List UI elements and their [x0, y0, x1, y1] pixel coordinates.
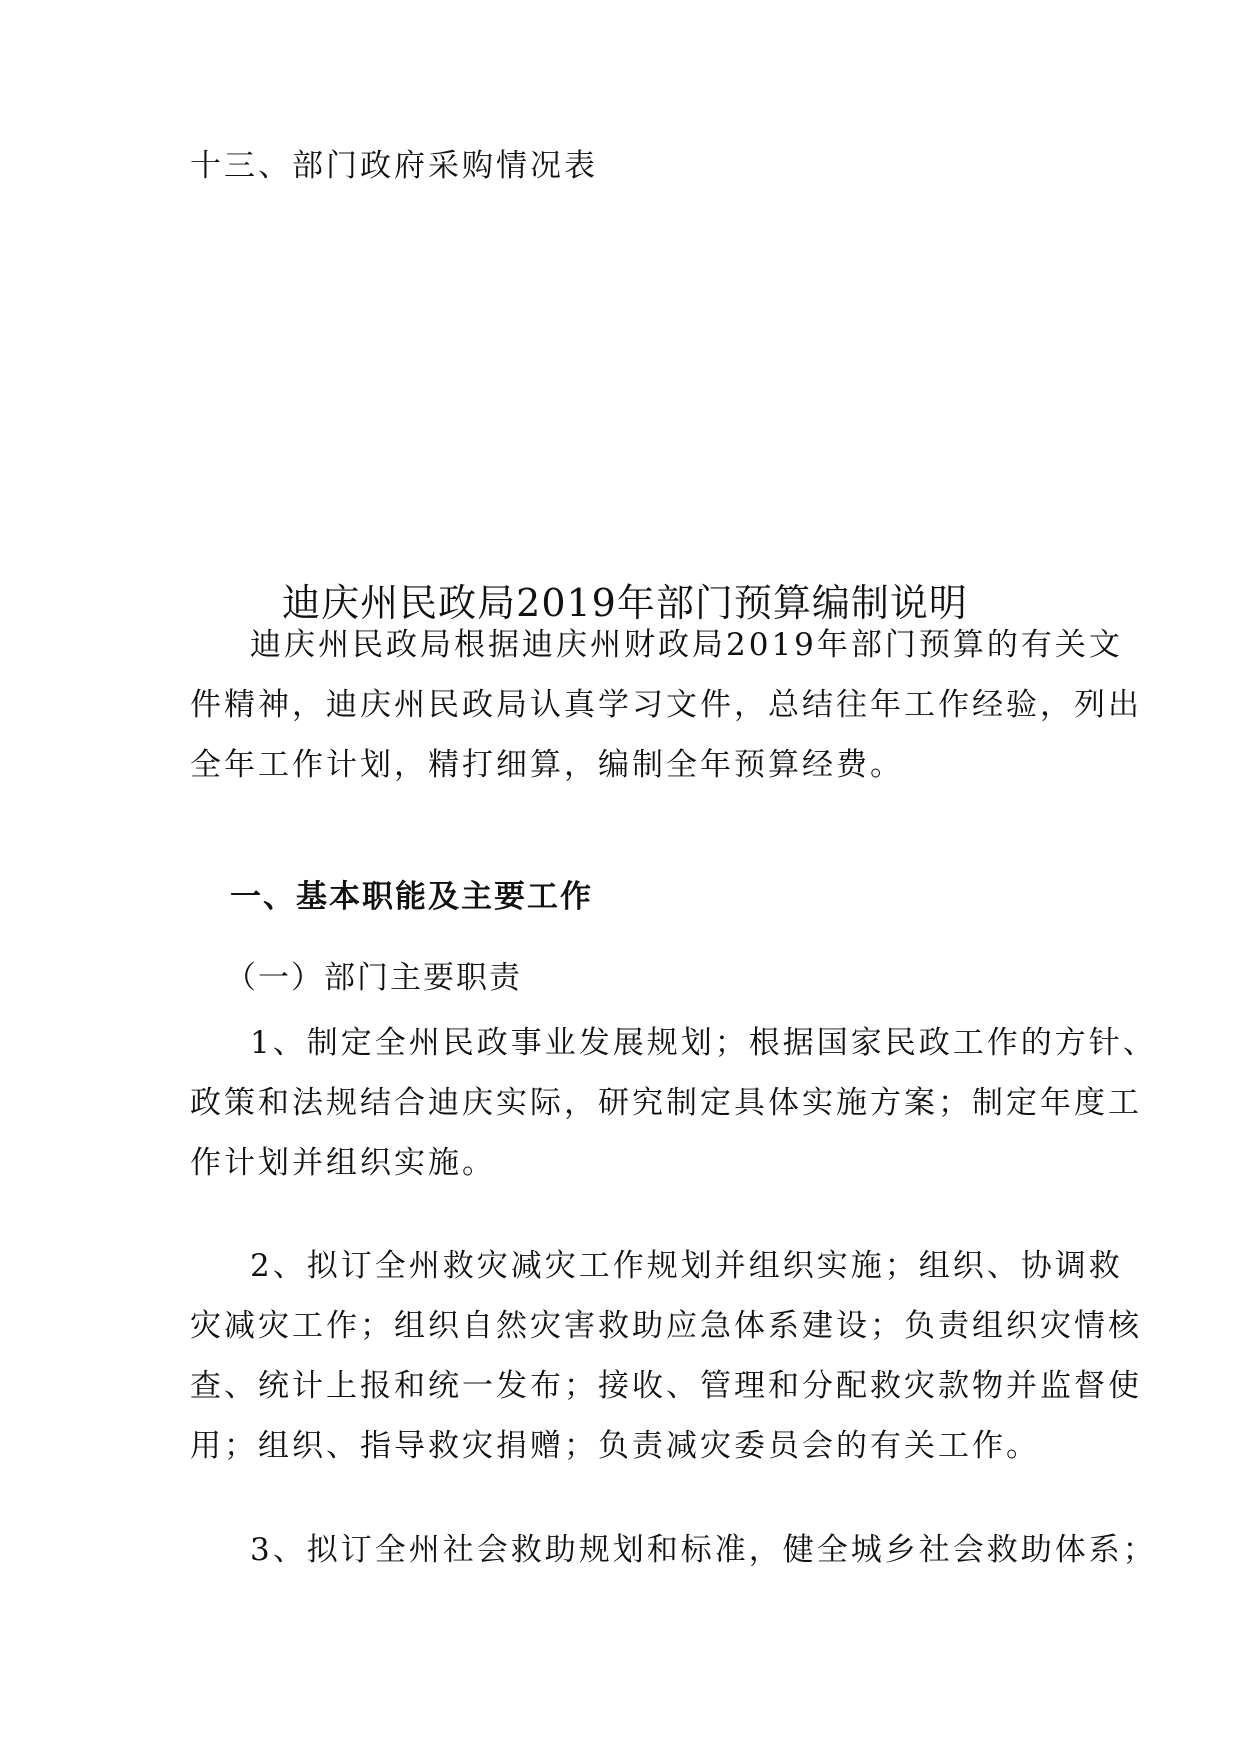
sub-heading: （一）部门主要职责 — [225, 960, 522, 996]
table-list-heading: 十三、部门政府采购情况表 — [190, 148, 598, 184]
intro-line: 全年工作计划，精打细算，编制全年预算经费。 — [190, 747, 904, 783]
duty-1-line: 政策和法规结合迪庆实际，研究制定具体实施方案；制定年度工 — [190, 1085, 1142, 1121]
duty-3-line: 3、拟订全州社会救助规划和标准，健全城乡社会救助体系； — [250, 1532, 1157, 1568]
duty-1-line: 1、制定全州民政事业发展规划；根据国家民政工作的方针、 — [250, 1025, 1157, 1061]
duty-2-line: 灾减灾工作；组织自然灾害救助应急体系建设；负责组织灾情核 — [190, 1308, 1142, 1344]
duty-2-line: 用；组织、指导救灾捐赠；负责减灾委员会的有关工作。 — [190, 1428, 1040, 1464]
intro-line: 件精神，迪庆州民政局认真学习文件，总结往年工作经验，列出 — [190, 687, 1142, 723]
duty-1-line: 作计划并组织实施。 — [190, 1145, 496, 1181]
duty-2-line: 查、统计上报和统一发布；接收、管理和分配救灾款物并监督使 — [190, 1368, 1142, 1404]
duty-2-line: 2、拟订全州救灾减灾工作规划并组织实施；组织、协调救 — [250, 1248, 1123, 1284]
section-heading: 一、基本职能及主要工作 — [230, 879, 593, 915]
intro-line: 迪庆州民政局根据迪庆州财政局2019年部门预算的有关文 — [250, 627, 1123, 663]
document-title: 迪庆州民政局2019年部门预算编制说明 — [282, 581, 968, 625]
